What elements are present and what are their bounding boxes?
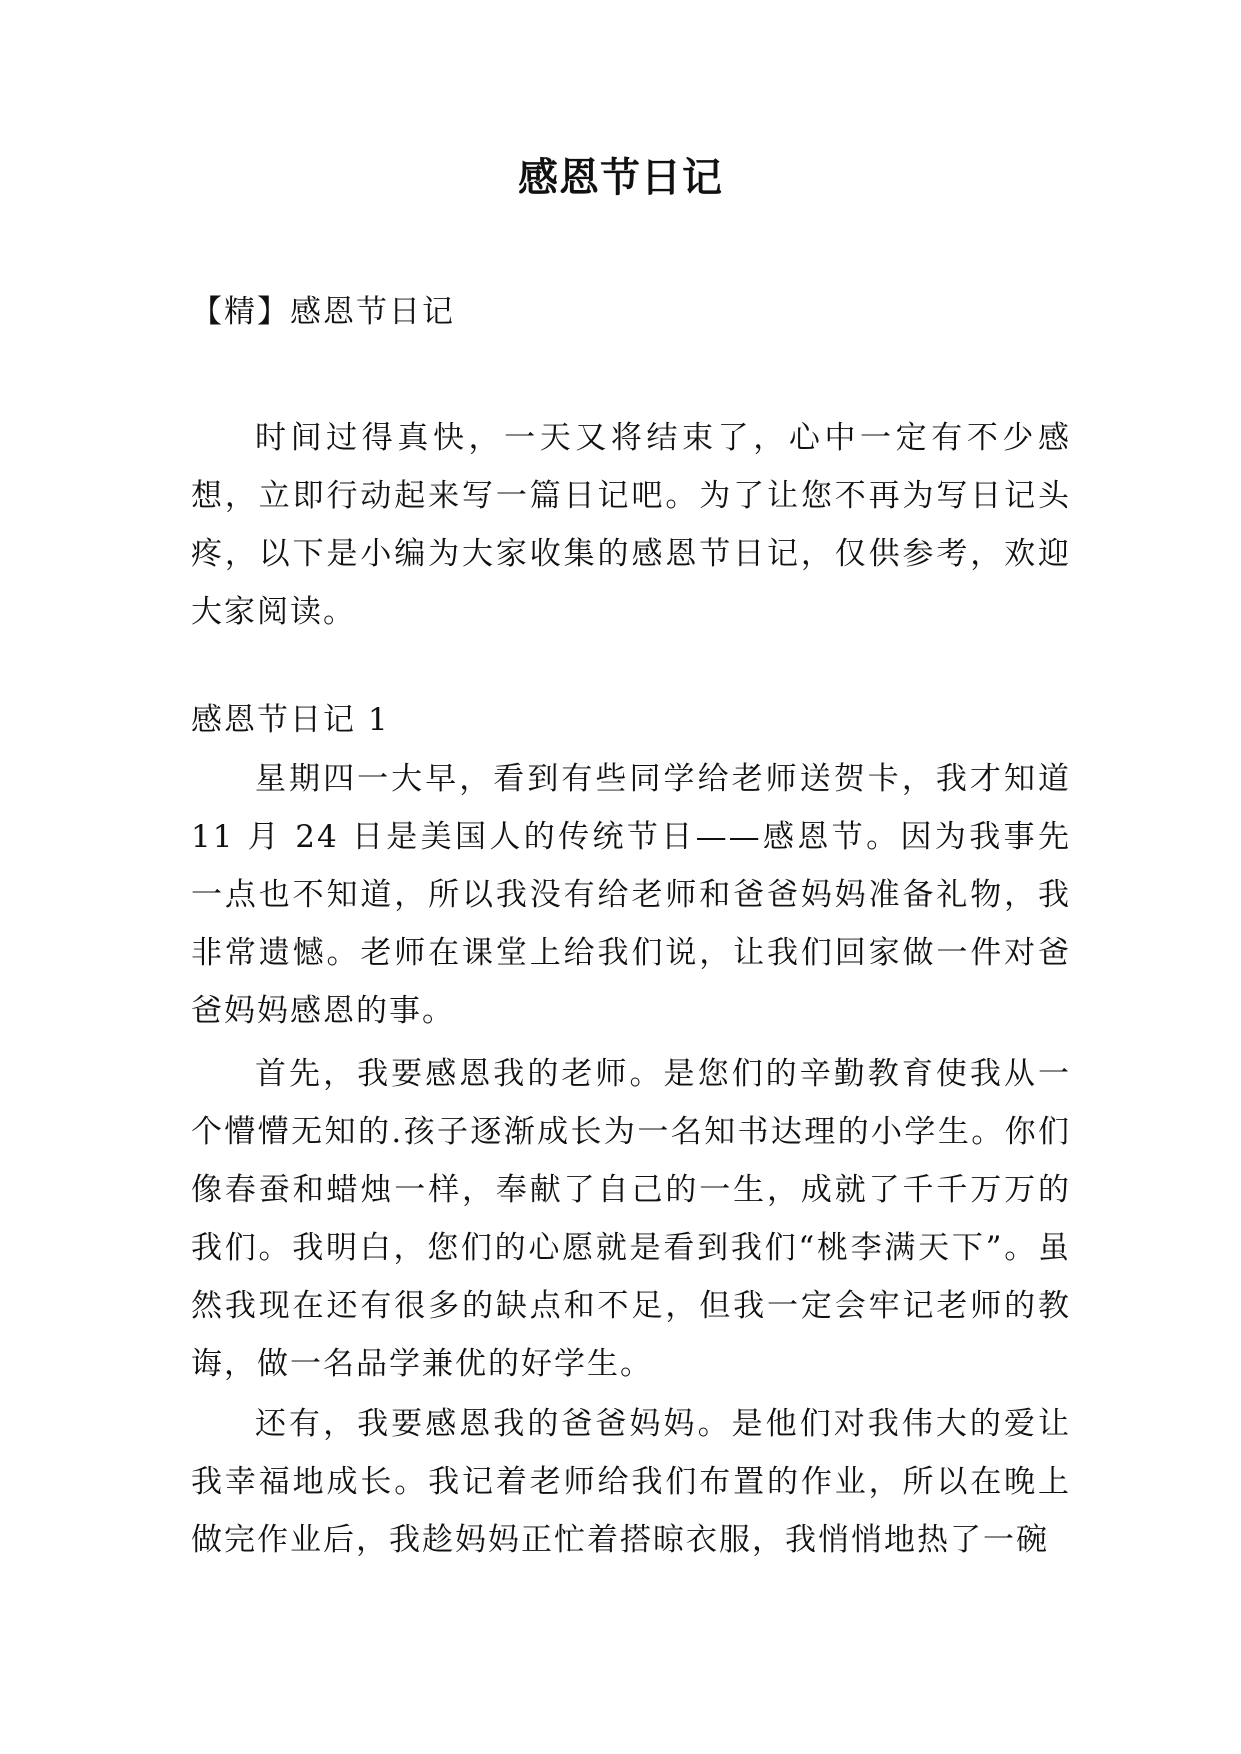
document-title: 感恩节日记 [518, 155, 723, 201]
body-paragraph: 星期四一大早，看到有些同学给老师送贺卡，我才知道 11 月 24 日是美国人的传统节日——感恩节。因为我事先一点也不知道，所以我没有给老师和爸爸妈妈准备礼物，我非常遗憾。老师在课堂上给我们说，让我们回家做一件对爸爸妈妈感恩的事。 [191, 761, 1071, 1029]
section-heading: 感恩节日记 1 [191, 702, 390, 738]
body-paragraph: 首先，我要感恩我的老师。是您们的辛勤教育使我从一个懵懵无知的.孩子逐渐成长为一名知书达理的小学生。你们像春蚕和蜡烛一样，奉献了自己的一生，成就了千千万万的我们。我明白，您们的心愿就是看到我们“桃李满天下”。虽然我现在还有很多的缺点和不足，但我一定会牢记老师的教诲，做一名品学兼优的好学生。 [191, 1056, 1071, 1382]
document-subtitle: 【精】感恩节日记 [191, 294, 455, 330]
body-paragraph: 还有，我要感恩我的爸爸妈妈。是他们对我伟大的爱让我幸福地成长。我记着老师给我们布置的作业，所以在晚上做完作业后，我趁妈妈正忙着搭晾衣服，我悄悄地热了一碗 [191, 1406, 1071, 1558]
intro-paragraph: 时间过得真快，一天又将结束了，心中一定有不少感想，立即行动起来写一篇日记吧。为了让您不再为写日记头疼，以下是小编为大家收集的感恩节日记，仅供参考，欢迎大家阅读。 [191, 420, 1071, 630]
